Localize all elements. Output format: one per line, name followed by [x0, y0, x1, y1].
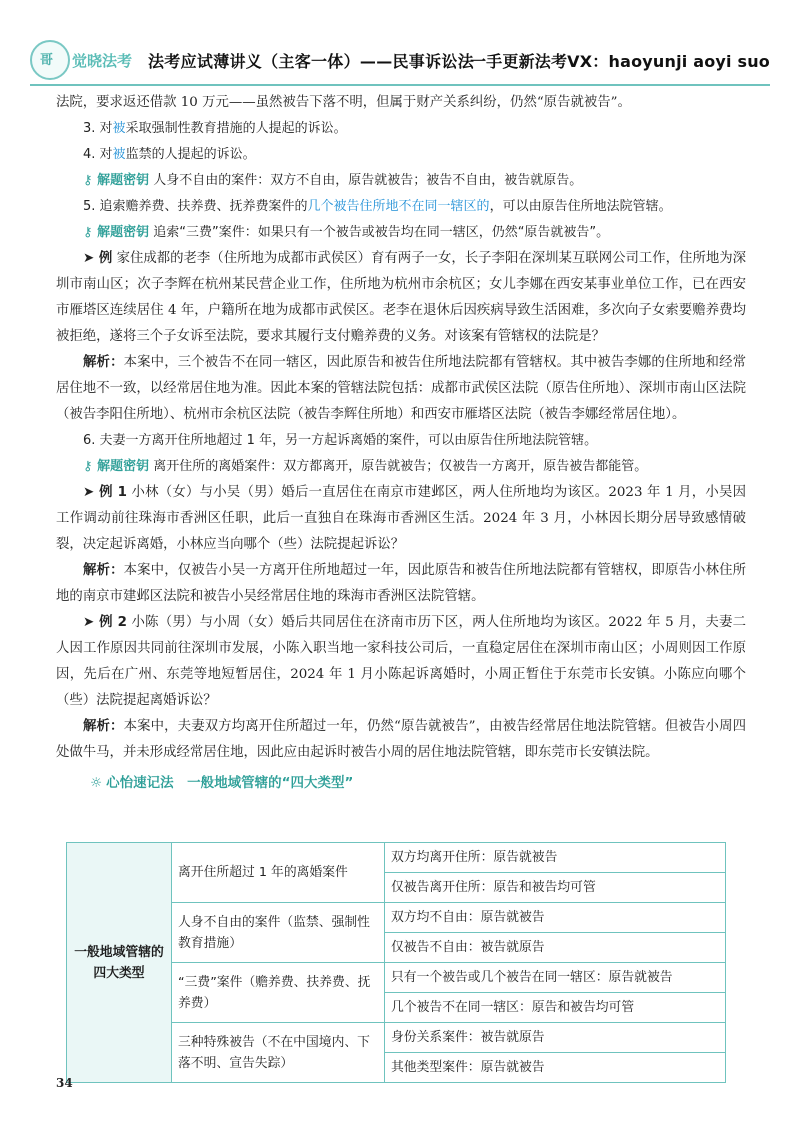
page-number: 34 — [56, 1076, 73, 1090]
case-cell: 离开住所超过 1 年的离婚案件 — [172, 843, 385, 903]
row-header: 一般地域管辖的四大类型 — [67, 843, 172, 1083]
table-row — [67, 843, 726, 873]
case-cell: 三种特殊被告（不在中国境内、下落不明、宣告失踪） — [172, 1023, 385, 1083]
example-paragraph: ➤ 例 家住成都的老李（住所地为成都市武侯区）育有两子一女，长子李阳在深圳某互联网公司工作，住所地为深圳市南山区；次子李辉在杭州某民营企业工作，住所地为杭州市余杭区；女儿李娜在西安某事业单位工作，已在西安市雁塔区连续居住 4 年，户籍所在地为成都市武侯区。老李在退休后因疾病导致生活困难，多次向子女索要赡养费均被拒绝，遂将三个子女诉至法院，要求其履行支付赡养费的义务。对该案有管辖权的法院是？ — [56, 251, 747, 344]
case-cell: 人身不自由的案件（监禁、强制性教育措施） — [172, 903, 385, 963]
tip-label: 解题密钥 — [97, 225, 150, 240]
paragraph: 法院，要求返还借款 10 万元——虽然被告下落不明，但属于财产关系纠纷，仍然“原告就被告”。 — [56, 95, 631, 110]
analysis-paragraph: 解析：本案中，仅被告小吴一方离开住所地超过一年，因此原告和被告住所地法院都有管辖权，即原告小林住所地的南京市建邺区法院和被告小吴经常居住地的珠海市香洲区法院管辖。 — [56, 563, 747, 604]
rule-cell: 双方均不自由：原告就被告 — [385, 903, 726, 933]
page-body — [56, 90, 746, 796]
case-cell: “三费”案件（赡养费、扶养费、抚养费） — [172, 963, 385, 1023]
memo-heading: ☼ 心怡速记法 一般地域管辖的“四大类型” — [90, 775, 354, 791]
analysis-paragraph: 解析：本案中，三个被告不在同一辖区，因此原告和被告住所地法院都有管辖权。其中被告李娜的住所地和经常居住地不一致，以经常居住地为准。因此本案的管辖法院包括：成都市武侯区法院（原告住所地）、深圳市南山区法院（被告李阳住所地）、杭州市余杭区法院（被告李辉住所地）和西安市雁塔区法院（被告李娜经常居住地）。 — [56, 355, 747, 422]
paragraph: 3. 对被采取强制性教育措施的人提起的诉讼。 — [83, 121, 347, 136]
key-icon: ⚷ — [83, 225, 98, 240]
tip-label: 解题密钥 — [97, 459, 150, 474]
book-title: 法考应试薄讲义（主客一体）——民事诉讼法 — [148, 52, 475, 71]
tip-label: 解题密钥 — [97, 173, 150, 188]
rule-cell: 双方均离开住所：原告就被告 — [385, 843, 726, 873]
memo-table — [66, 842, 726, 1083]
header-divider — [30, 84, 770, 86]
key-icon: ⚷ — [83, 173, 98, 188]
brand-logo — [30, 40, 70, 80]
header-promo: 一手更新法考VX：haoyunji aoyi suo — [469, 52, 770, 71]
rule-cell: 仅被告离开住所：原告和被告均可管 — [385, 873, 726, 903]
rule-cell: 仅被告不自由：被告就原告 — [385, 933, 726, 963]
rule-cell: 身份关系案件：被告就原告 — [385, 1023, 726, 1053]
brand-name: 觉晓法考 — [72, 52, 133, 70]
example-paragraph: ➤ 例 1 小林（女）与小吴（男）婚后一直居住在南京市建邺区，两人住所地均为该区。2023 年 1 月，小吴因工作调动前往珠海市香洲区任职，此后一直独自在珠海市香洲区生活。2024 年 3 月，小林因长期分居导致感情破裂，决定起诉离婚，小林应当向哪个（些）法院提起诉讼？ — [56, 485, 746, 552]
paragraph: 5. 追索赡养费、扶养费、抚养费案件的几个被告住所地不在同一辖区的，可以由原告住所地法院管辖。 — [83, 199, 672, 214]
arrow-icon: ➤ — [83, 615, 100, 630]
paragraph: 4. 对被监禁的人提起的诉讼。 — [83, 147, 256, 162]
key-icon: ⚷ — [83, 459, 98, 474]
arrow-icon: ➤ — [83, 251, 99, 266]
arrow-icon: ➤ — [83, 485, 100, 500]
lightbulb-icon: ☼ — [90, 775, 103, 791]
rule-cell: 其他类型案件：原告就被告 — [385, 1053, 726, 1083]
analysis-paragraph: 解析：本案中，夫妻双方均离开住所超过一年，仍然“原告就被告”，由被告经常居住地法院管辖。但被告小周四处做牛马，并未形成经常居住地，因此应由起诉时被告小周的居住地法院管辖，即东莞市长安镇法院。 — [56, 719, 746, 760]
paragraph: 6. 夫妻一方离开住所地超过 1 年，另一方起诉离婚的案件，可以由原告住所地法院管辖。 — [83, 433, 598, 448]
logo-glyph: 哥 — [40, 53, 54, 68]
rule-cell: 只有一个被告或几个被告在同一辖区：原告就被告 — [385, 963, 726, 993]
example-paragraph: ➤ 例 2 小陈（男）与小周（女）婚后共同居住在济南市历下区，两人住所地均为该区。2022 年 5 月，夫妻二人因工作原因共同前往深圳市发展，小陈入职当地一家科技公司后，一直稳定居住在深圳市南山区；小周则因工作原因，先后在广州、东莞等地短暂居住，2024 年 1 月小陈起诉离婚时，小周正暂住于东莞市长安镇。小陈应向哪个（些）法院提起离婚诉讼？ — [56, 615, 746, 708]
tip-paragraph: ⚷ 解题密钥 离开住所的离婚案件：双方都离开，原告就被告；仅被告一方离开，原告被告都能管。 — [83, 459, 648, 474]
rule-cell: 几个被告不在同一辖区：原告和被告均可管 — [385, 993, 726, 1023]
tip-paragraph: ⚷ 解题密钥 人身不自由的案件：双方不自由，原告就被告；被告不自由，被告就原告。 — [83, 173, 583, 188]
tip-paragraph: ⚷ 解题密钥 追索“三费”案件：如果只有一个被告或被告均在同一辖区，仍然“原告就被告”。 — [83, 225, 610, 240]
page-header — [30, 40, 770, 80]
